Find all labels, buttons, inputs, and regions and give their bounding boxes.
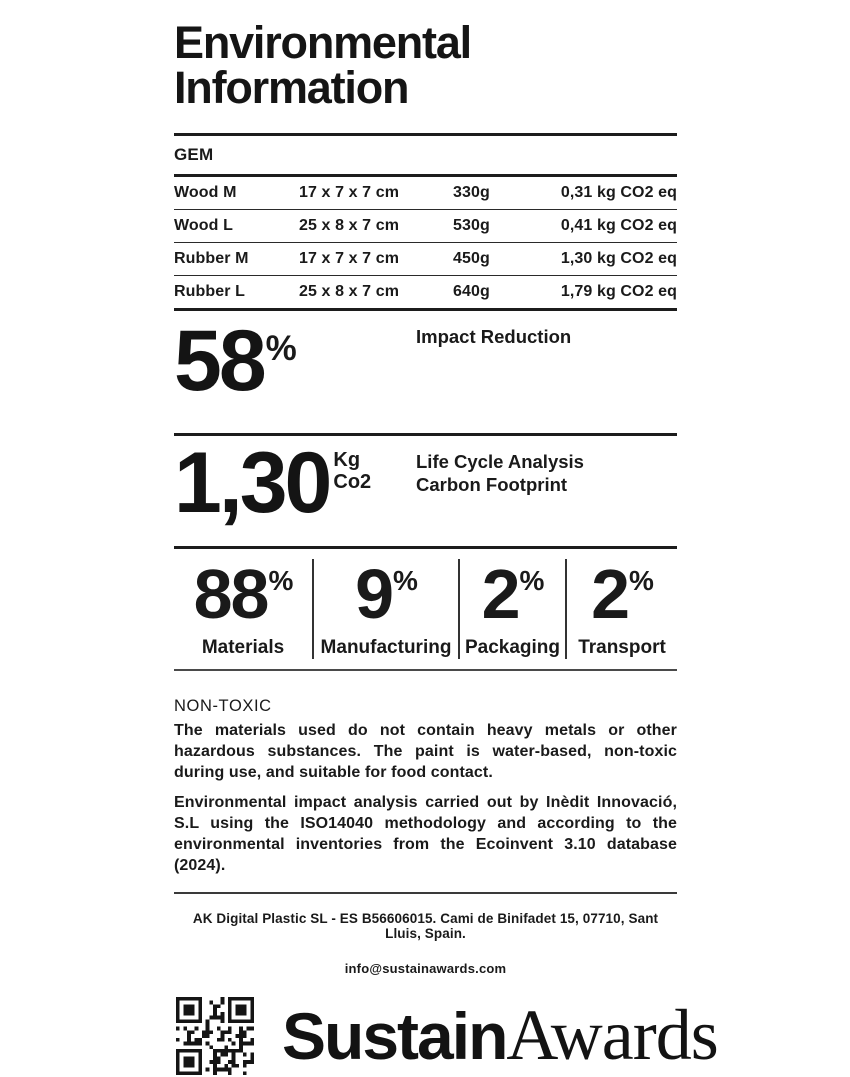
carbon-footprint-section: [174, 436, 677, 546]
stat-value: 2: [591, 555, 629, 633]
variant-dims: 17 x 7 x 7 cm: [299, 250, 400, 267]
percent-sign: %: [268, 565, 294, 596]
product-name: GEM: [174, 145, 214, 164]
stat-manufacturing: [312, 555, 458, 659]
brand-row: [174, 994, 718, 1077]
variant-weight: 330g: [453, 184, 490, 201]
carbon-footprint-value: 1,30: [174, 435, 330, 531]
variant-co2: 1,30 kg CO2 eq: [560, 250, 677, 267]
impact-reduction-section: [174, 311, 677, 433]
divider: [174, 669, 677, 671]
stat-materials: [174, 555, 312, 659]
variant-weight: 640g: [453, 283, 490, 300]
lifecycle-breakdown: [174, 549, 677, 669]
sustainawards-logo: [282, 994, 718, 1077]
table-row: [174, 210, 677, 242]
unit-co2: Co2: [333, 471, 372, 493]
page-title-line2: Information: [174, 62, 409, 113]
variant-name: Rubber L: [174, 283, 246, 300]
non-toxic-paragraph: The materials used do not contain heavy metals or other hazardous substances. The paint is water-based, non-toxic during use, and suitable for food contact.: [174, 722, 677, 781]
variant-co2: 0,41 kg CO2 eq: [560, 217, 677, 234]
percent-sign: %: [265, 329, 297, 368]
notes-section: [174, 697, 677, 876]
non-toxic-heading: NON-TOXIC: [174, 697, 272, 715]
unit-kg: Kg: [333, 449, 361, 471]
stat-label: Packaging: [464, 637, 561, 658]
variant-name: Wood M: [174, 184, 237, 201]
divider: [174, 133, 677, 136]
impact-reduction-value: 58: [174, 313, 264, 409]
page-title: [174, 17, 677, 113]
page-title-line1: Environmental: [174, 17, 471, 68]
carbon-footprint-unit: [333, 449, 371, 493]
stat-packaging: [458, 555, 565, 659]
percent-sign: %: [519, 565, 545, 596]
carbon-footprint-label-line2: Carbon Footprint: [416, 474, 568, 495]
stat-label: Manufacturing: [320, 637, 452, 658]
spec-table: [174, 177, 677, 308]
stat-value: 9: [355, 555, 393, 633]
contact-email: info@sustainawards.com: [344, 961, 507, 976]
carbon-footprint-label: [416, 450, 584, 496]
variant-dims: 25 x 8 x 7 cm: [299, 217, 400, 234]
environmental-info-sheet: [174, 0, 718, 1077]
stat-transport: [565, 555, 677, 659]
impact-reduction-label: Impact Reduction: [416, 326, 572, 347]
percent-sign: %: [629, 565, 654, 596]
stat-value: 88: [193, 555, 268, 633]
logo-sustain: Sustain: [282, 999, 507, 1073]
percent-sign: %: [393, 565, 418, 596]
stat-label: Transport: [578, 637, 666, 658]
stat-value: 2: [481, 555, 519, 633]
company-address: AK Digital Plastic SL - ES B56606015. Cami de Binifadet 15, 07710, Sant Lluis, Spain.: [192, 911, 659, 941]
carbon-footprint-label-line1: Life Cycle Analysis: [416, 451, 584, 472]
variant-weight: 450g: [453, 250, 490, 267]
methodology-paragraph: Environmental impact analysis carried out by Inèdit Innovació, S.L using the ISO14040 methodology and according to the environmental inventories from the Ecoinvent 3.10 database (2024).: [174, 794, 677, 874]
divider: [174, 892, 677, 894]
stat-label: Materials: [201, 637, 285, 658]
logo-awards: Awards: [506, 995, 718, 1075]
variant-dims: 25 x 8 x 7 cm: [299, 283, 400, 300]
variant-dims: 17 x 7 x 7 cm: [299, 184, 400, 201]
variant-co2: 0,31 kg CO2 eq: [560, 184, 677, 201]
variant-name: Rubber M: [174, 250, 249, 267]
table-row: [174, 243, 677, 275]
variant-co2: 1,79 kg CO2 eq: [560, 283, 677, 300]
variant-name: Wood L: [174, 217, 233, 234]
variant-weight: 530g: [453, 217, 490, 234]
table-row: [174, 177, 677, 209]
table-row: [174, 276, 677, 308]
